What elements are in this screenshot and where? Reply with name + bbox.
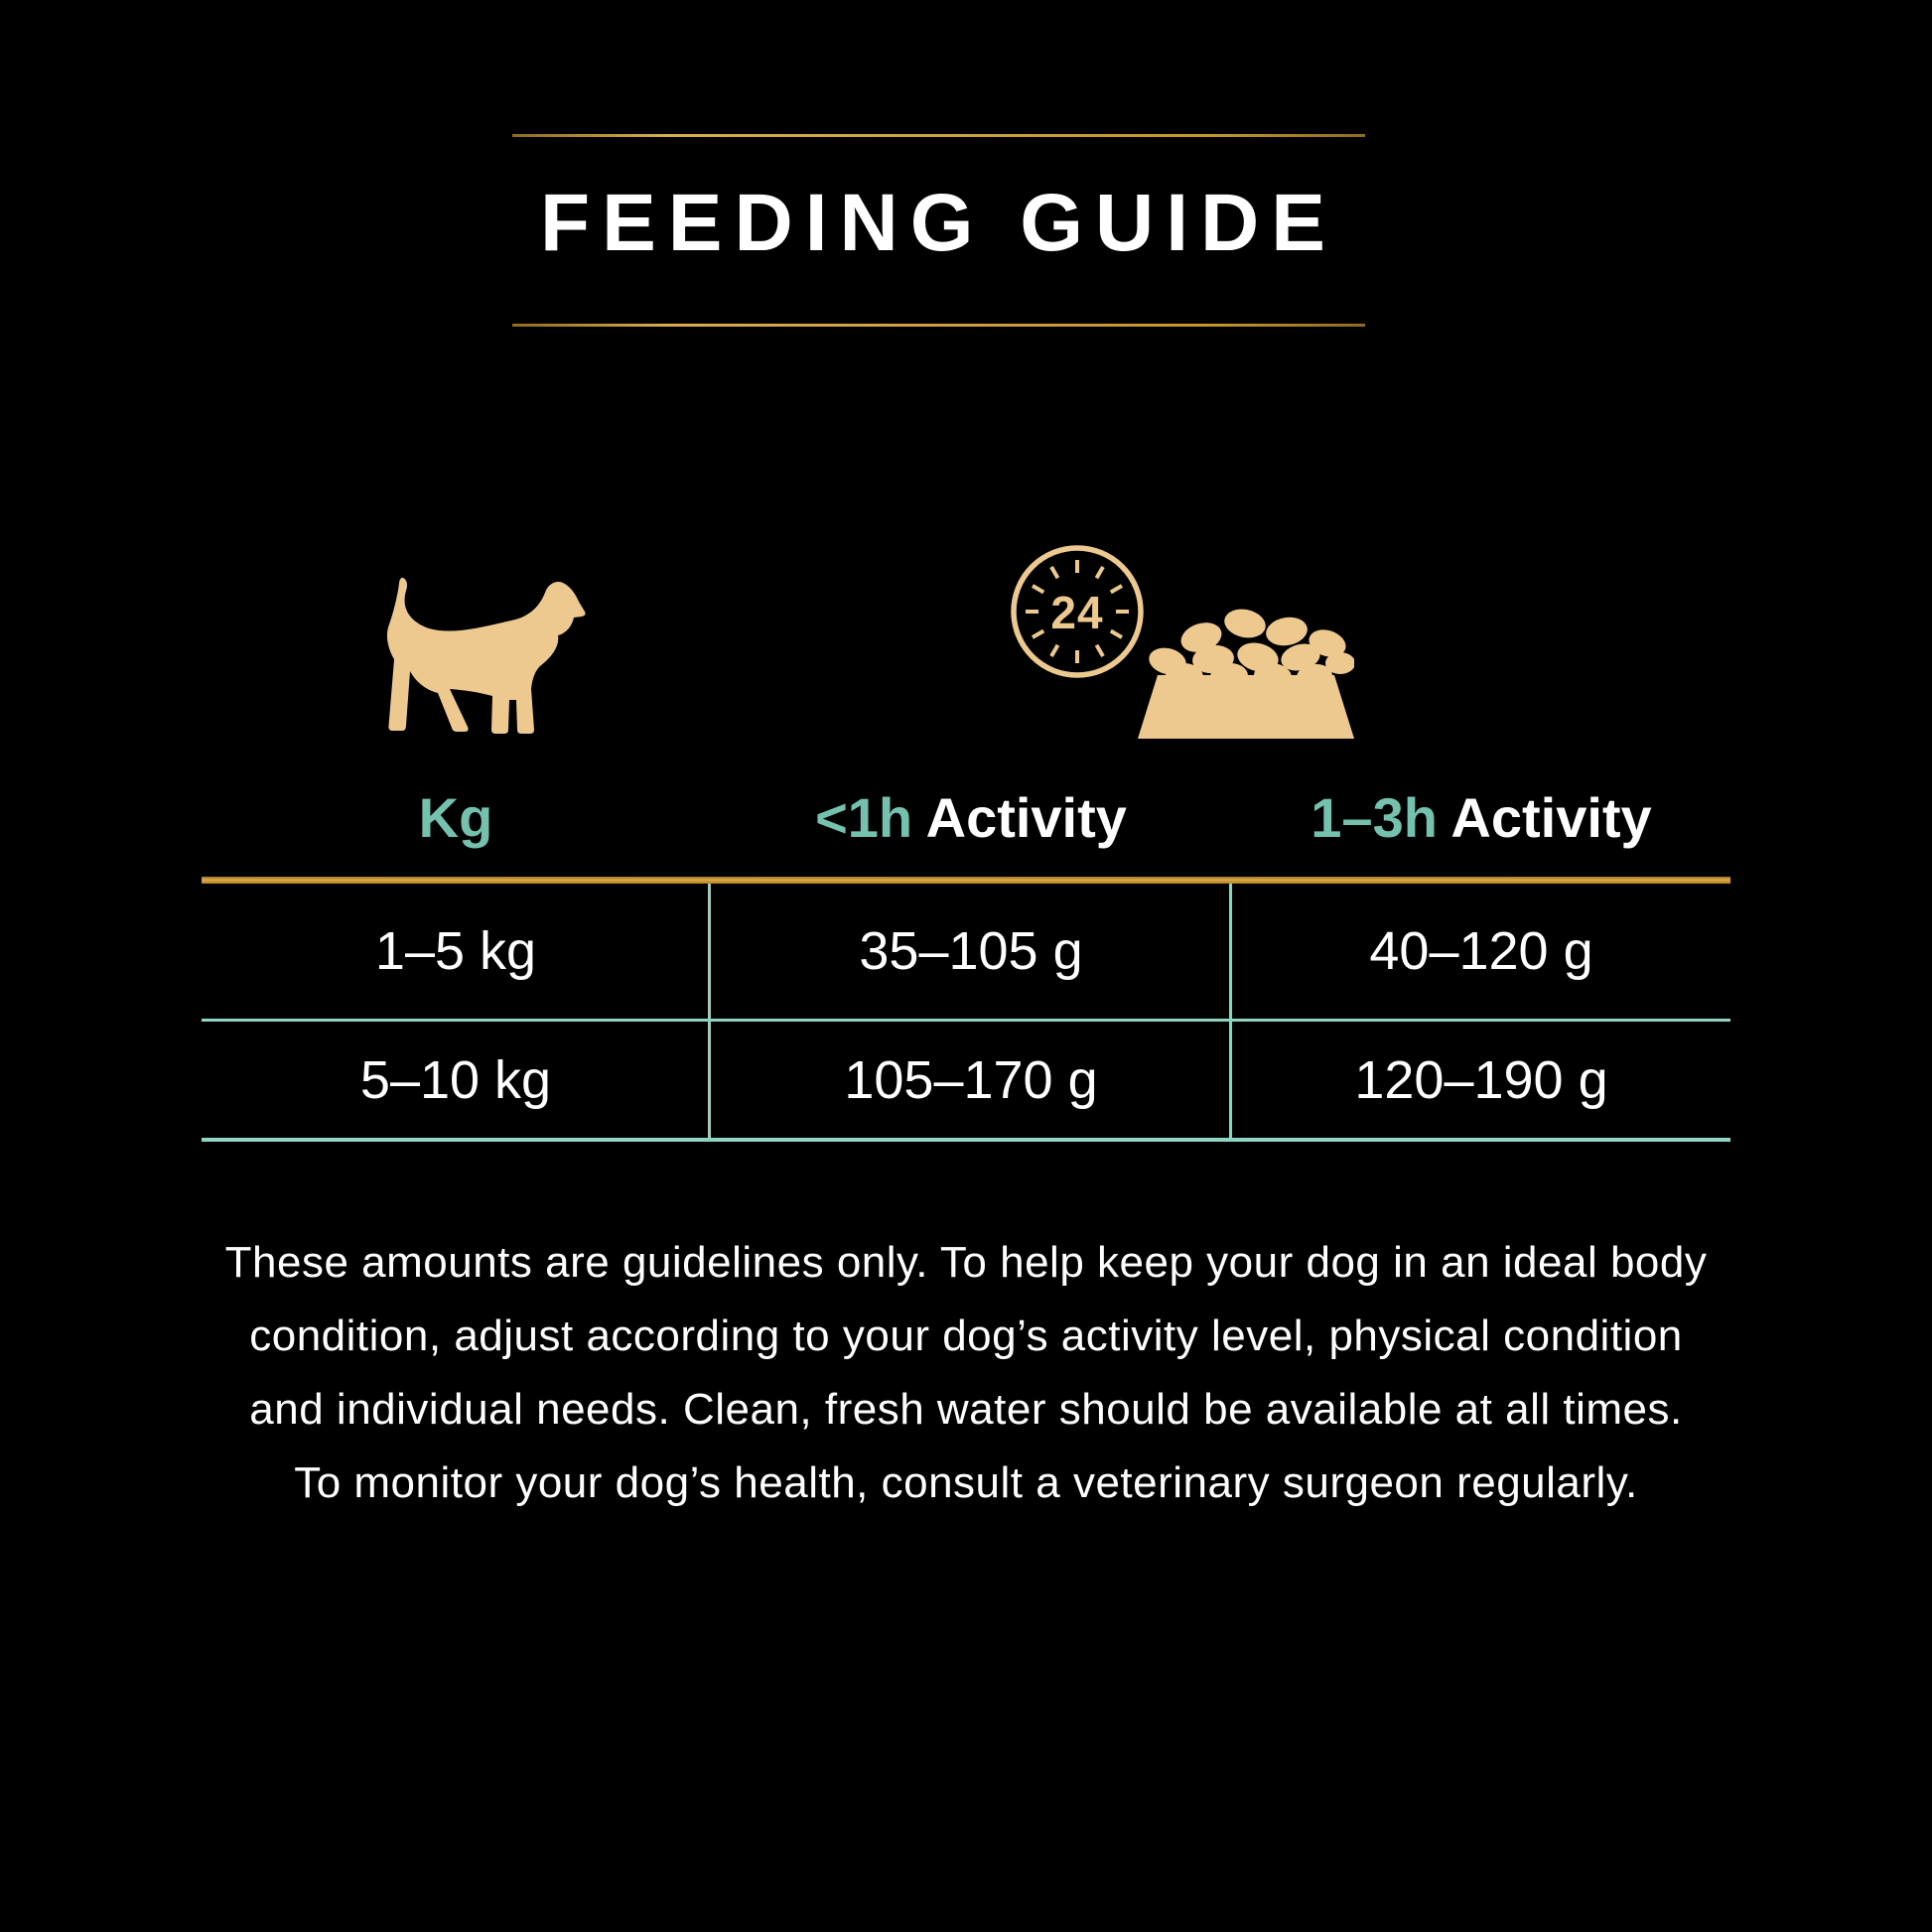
header-weight-accent: Kg [418,785,493,849]
table-cell-weight-1: 1–5 kg [374,921,537,981]
page-title: FEEDING GUIDE [540,178,1337,268]
feeding-table [202,773,1730,1143]
footnote-line: condition, adjust according to your dog’s activity level, physical condition [249,1311,1683,1360]
table-bottom-border [202,1138,1730,1142]
footnote [0,1226,1932,1520]
table-header-high-activity [1232,781,1730,853]
footnote-line: These amounts are guidelines only. To help keep your dog in an ideal body [224,1238,1708,1287]
header-low-activity-accent: <1h [815,785,913,849]
table-header-weight [202,781,710,853]
title-top-rule [512,134,1365,137]
table-top-border [202,877,1730,884]
24h-clock-icon [1008,542,1147,681]
table-column-divider-2 [1229,884,1232,1138]
footnote-line: To monitor your dog’s health, consult a veterinary surgeon regularly. [294,1458,1638,1507]
table-cell-low-1: 35–105 g [859,921,1083,981]
table-column-divider-1 [708,884,711,1138]
food-bowl-icon [1138,600,1354,741]
title-bottom-rule [512,324,1365,327]
table-cell-high-1: 40–120 g [1369,921,1593,981]
table-cell-high-2: 120–190 g [1354,1049,1608,1110]
footnote-line: and individual needs. Clean, fresh water should be available at all times. [249,1385,1683,1434]
table-cell-weight-2: 5–10 kg [359,1049,552,1110]
clock-24-label: 24 [1050,587,1104,638]
table-cell-low-2: 105–170 g [844,1049,1098,1110]
header-high-activity-rest: Activity [1437,785,1652,849]
header-high-activity-accent: 1–3h [1311,785,1438,849]
table-header-low-activity [710,781,1232,853]
header-low-activity-rest: Activity [912,785,1127,849]
dog-icon [380,574,587,741]
